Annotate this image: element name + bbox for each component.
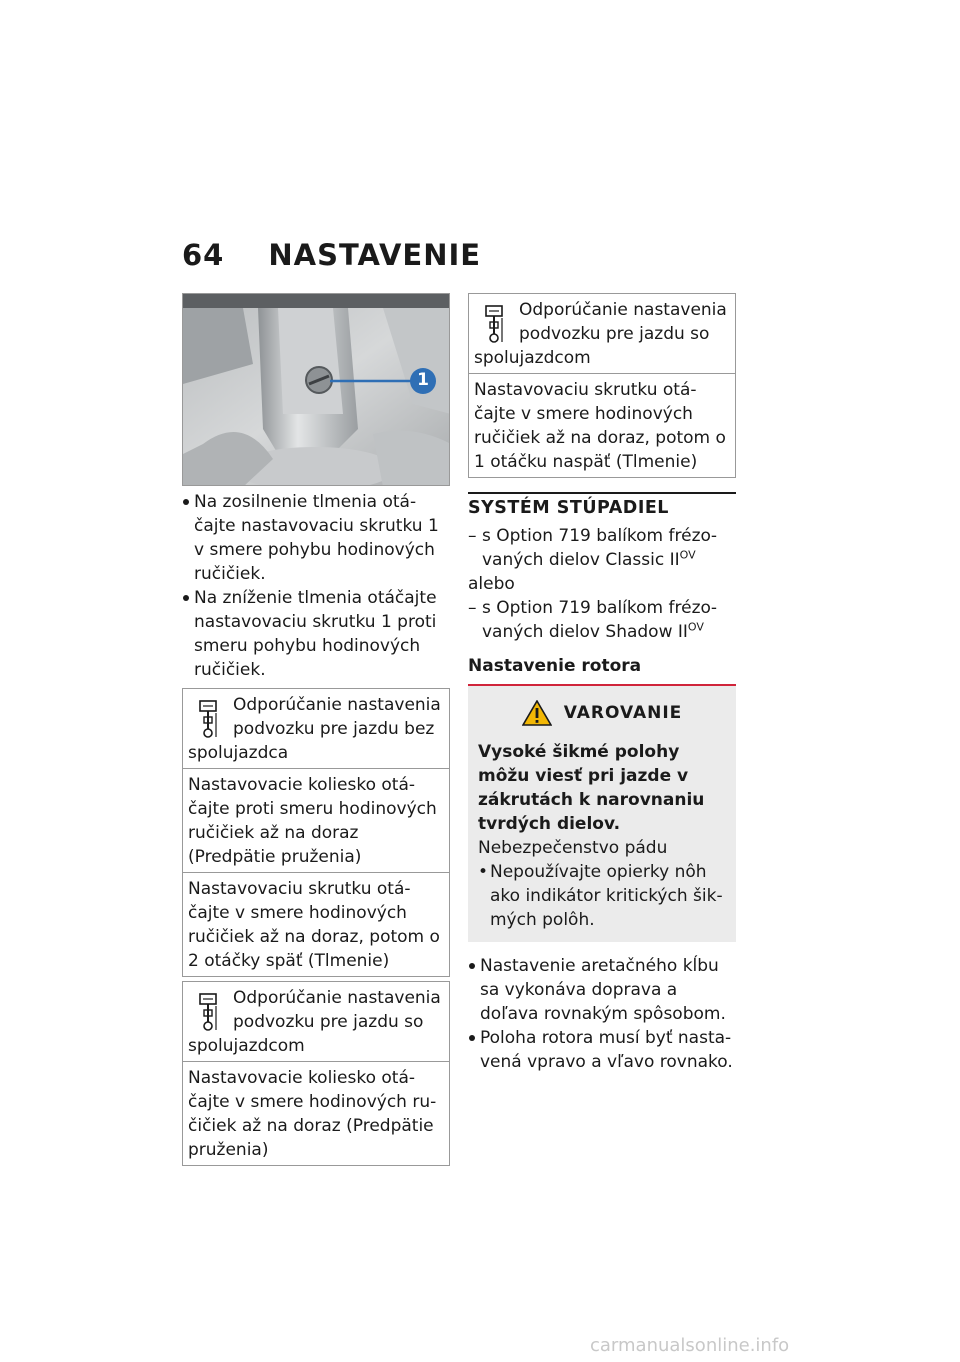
warning-box	[468, 686, 736, 942]
table-header-line: podvozku pre jazdu so	[519, 324, 710, 344]
shock-adjuster-photo	[182, 293, 450, 486]
option-list	[468, 524, 736, 644]
chapter-title: NASTAVENIE	[268, 238, 482, 272]
table-row: Nastavovaciu skrutku otáčajte v smere hodinových ručičiek až na doraz, potom o 2 otáčky späť (Tlmenie)	[183, 872, 449, 976]
warning-title: VAROVANIE	[563, 703, 683, 723]
list-item: Na zosilnenie tlmenia otáčajte nastavovaciu skrutku 1 v smere pohybu hodinových ručičiek.	[182, 490, 450, 586]
table-header-solo	[183, 689, 449, 768]
subsection-title: Nastavenie rotora	[468, 656, 736, 686]
table-header-line: podvozku pre jazdu bez	[233, 719, 435, 739]
shock-adjuster-illustration	[183, 294, 450, 486]
option-item	[468, 524, 736, 572]
list-item: Na zníženie tlmenia otáčajte nastavovaciu skrutku 1 proti smeru pohybu hodinových ručičiek.	[182, 586, 450, 682]
warning-triangle-icon	[522, 700, 552, 726]
warning-list	[478, 860, 726, 932]
table-header-passenger	[183, 982, 449, 1061]
option-superscript: OV	[679, 548, 696, 562]
table-header-line: Odporúčanie nastavenia	[519, 300, 727, 320]
table-header-line: Odporúčanie nastavenia	[233, 695, 441, 715]
rotor-instructions	[468, 954, 736, 1074]
right-column	[468, 293, 736, 1074]
table-row: Nastavovacie koliesko otáčajte proti smeru hodinových ručičiek až na doraz (Predpätie pruženia)	[183, 768, 449, 872]
suspension-icon	[483, 304, 505, 344]
callout-number: 1	[417, 370, 429, 390]
table-row: Nastavovacie koliesko otáčajte v smere hodinových ručičiek až na doraz (Predpätie pruženia)	[183, 1061, 449, 1165]
table-header-passenger	[469, 294, 735, 373]
option-superscript: OV	[687, 620, 704, 634]
table-header-line: Odporúčanie nastavenia	[233, 988, 441, 1008]
table-header-line: spolujazdcom	[188, 1036, 305, 1056]
table-header-line: spolujazdcom	[474, 348, 591, 368]
option-text: s Option 719 balíkom frézovaných dielov Classic II	[482, 526, 718, 570]
left-column	[182, 293, 450, 1166]
table-header-line: spolujazdca	[188, 743, 289, 763]
list-item: • Nepoužívajte opierky nôh ako indikátor kritických šikmých polôh.	[478, 860, 726, 932]
settings-table-left	[182, 688, 450, 977]
or-text: alebo	[468, 574, 515, 594]
option-item	[468, 596, 736, 644]
suspension-icon	[197, 699, 219, 739]
section-title: SYSTÉM STÚPADIEL	[468, 492, 736, 518]
option-text: s Option 719 balíkom frézovaných dielov Shadow II	[482, 598, 718, 642]
suspension-icon	[197, 992, 219, 1032]
settings-table-left-passenger	[182, 981, 450, 1166]
list-item: Nastavenie aretačného kĺbu sa vykonáva doprava a doľava rovnakým spôsobom.	[468, 954, 736, 1026]
watermark: carmanualsonline.info	[590, 1335, 790, 1356]
list-item: Poloha rotora musí byť nastavená vpravo a vľavo rovnako.	[468, 1026, 736, 1074]
table-header-line: podvozku pre jazdu so	[233, 1012, 424, 1032]
page-number: 64	[182, 238, 225, 272]
page-header	[182, 238, 481, 272]
damping-instructions	[182, 490, 450, 682]
warning-danger: Nebezpečenstvo pádu	[478, 838, 668, 858]
settings-table-right	[468, 293, 736, 478]
table-row: Nastavovaciu skrutku otáčajte v smere hodinových ručičiek až na doraz, potom o 1 otáčku naspäť (Tlmenie)	[469, 373, 735, 477]
warning-bold-text: Vysoké šikmé polohy môžu viesť pri jazde v zákrutách k narovnaniu tvrdých dielov.	[478, 742, 705, 834]
warning-header	[478, 700, 726, 726]
